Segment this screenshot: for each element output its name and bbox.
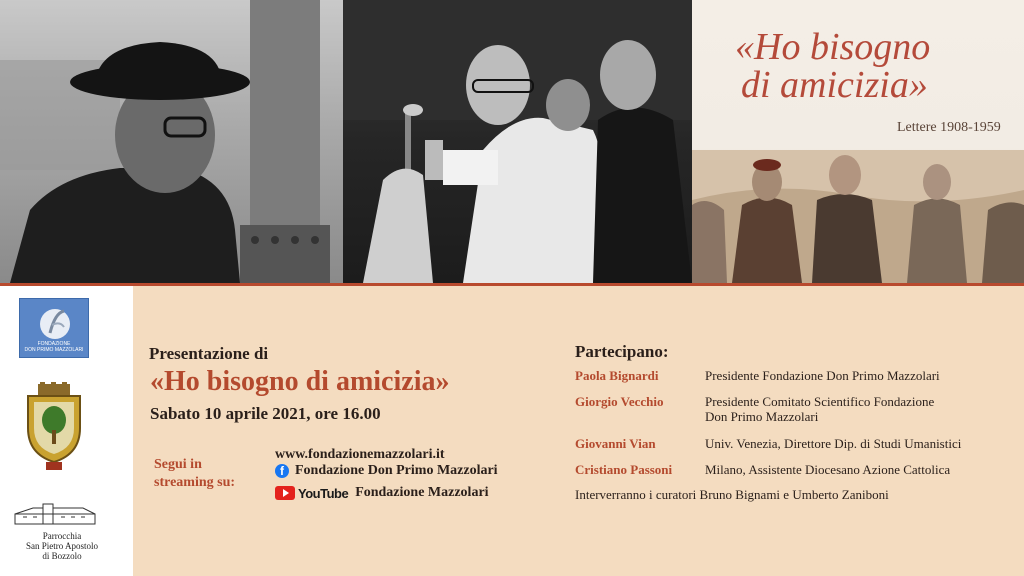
foundation-logo-text: FONDAZIONE DON PRIMO MAZZOLARI <box>24 341 84 353</box>
participant-name: Paola Bignardi <box>575 368 659 383</box>
participant-name: Giorgio Vecchio <box>575 394 664 409</box>
youtube-link[interactable] <box>275 485 489 501</box>
participants-heading: Partecipano: <box>575 342 669 361</box>
youtube-icon <box>275 486 295 500</box>
youtube-wordmark: YouTube <box>298 485 349 501</box>
divider-stripe <box>0 283 1024 286</box>
book-cover <box>692 0 1024 283</box>
book-title-line1: «Ho bisogno <box>735 26 931 68</box>
participant-role: Presidente Comitato Scientifico Fondazione Don Primo Mazzolari <box>705 394 935 424</box>
participant-name: Giovanni Vian <box>575 436 656 451</box>
facebook-icon: f <box>275 464 289 478</box>
event-date: Sabato 10 aprile 2021, ore 16.00 <box>150 404 381 423</box>
book-title <box>735 28 1005 104</box>
facebook-link[interactable] <box>275 463 498 479</box>
logo-column <box>0 286 133 576</box>
church-drawing <box>13 502 97 526</box>
curators-note: Interverranno i curatori Bruno Bignami e Umberto Zaniboni <box>575 487 889 502</box>
book-subtitle: Lettere 1908-1959 <box>897 120 1001 135</box>
event-title: «Ho bisogno di amicizia» <box>150 366 450 397</box>
foundation-logo <box>19 298 89 358</box>
town-crest <box>24 382 84 472</box>
event-intro: Presentazione di <box>149 344 269 363</box>
photo-priest-at-microphone <box>343 0 692 283</box>
youtube-label: Fondazione Mazzolari <box>355 485 489 500</box>
book-title-line2: di amicizia» <box>741 64 928 106</box>
participant-name: Cristiano Passoni <box>575 462 673 477</box>
facebook-label: Fondazione Don Primo Mazzolari <box>295 463 498 478</box>
participant-role: Milano, Assistente Diocesano Azione Cattolica <box>705 462 951 477</box>
photo-priest-with-hat <box>0 0 343 283</box>
parish-name: Parrocchia San Pietro Apostolo di Bozzolo <box>25 531 98 561</box>
participant-role: Univ. Venezia, Direttore Dip. di Studi Umanistici <box>705 436 962 451</box>
photo-banner <box>0 0 1024 283</box>
participant-role: Presidente Fondazione Don Primo Mazzolari <box>705 368 940 383</box>
streaming-label: Segui in streaming su: <box>154 457 236 490</box>
website-link[interactable]: www.fondazionemazzolari.it <box>275 447 445 462</box>
